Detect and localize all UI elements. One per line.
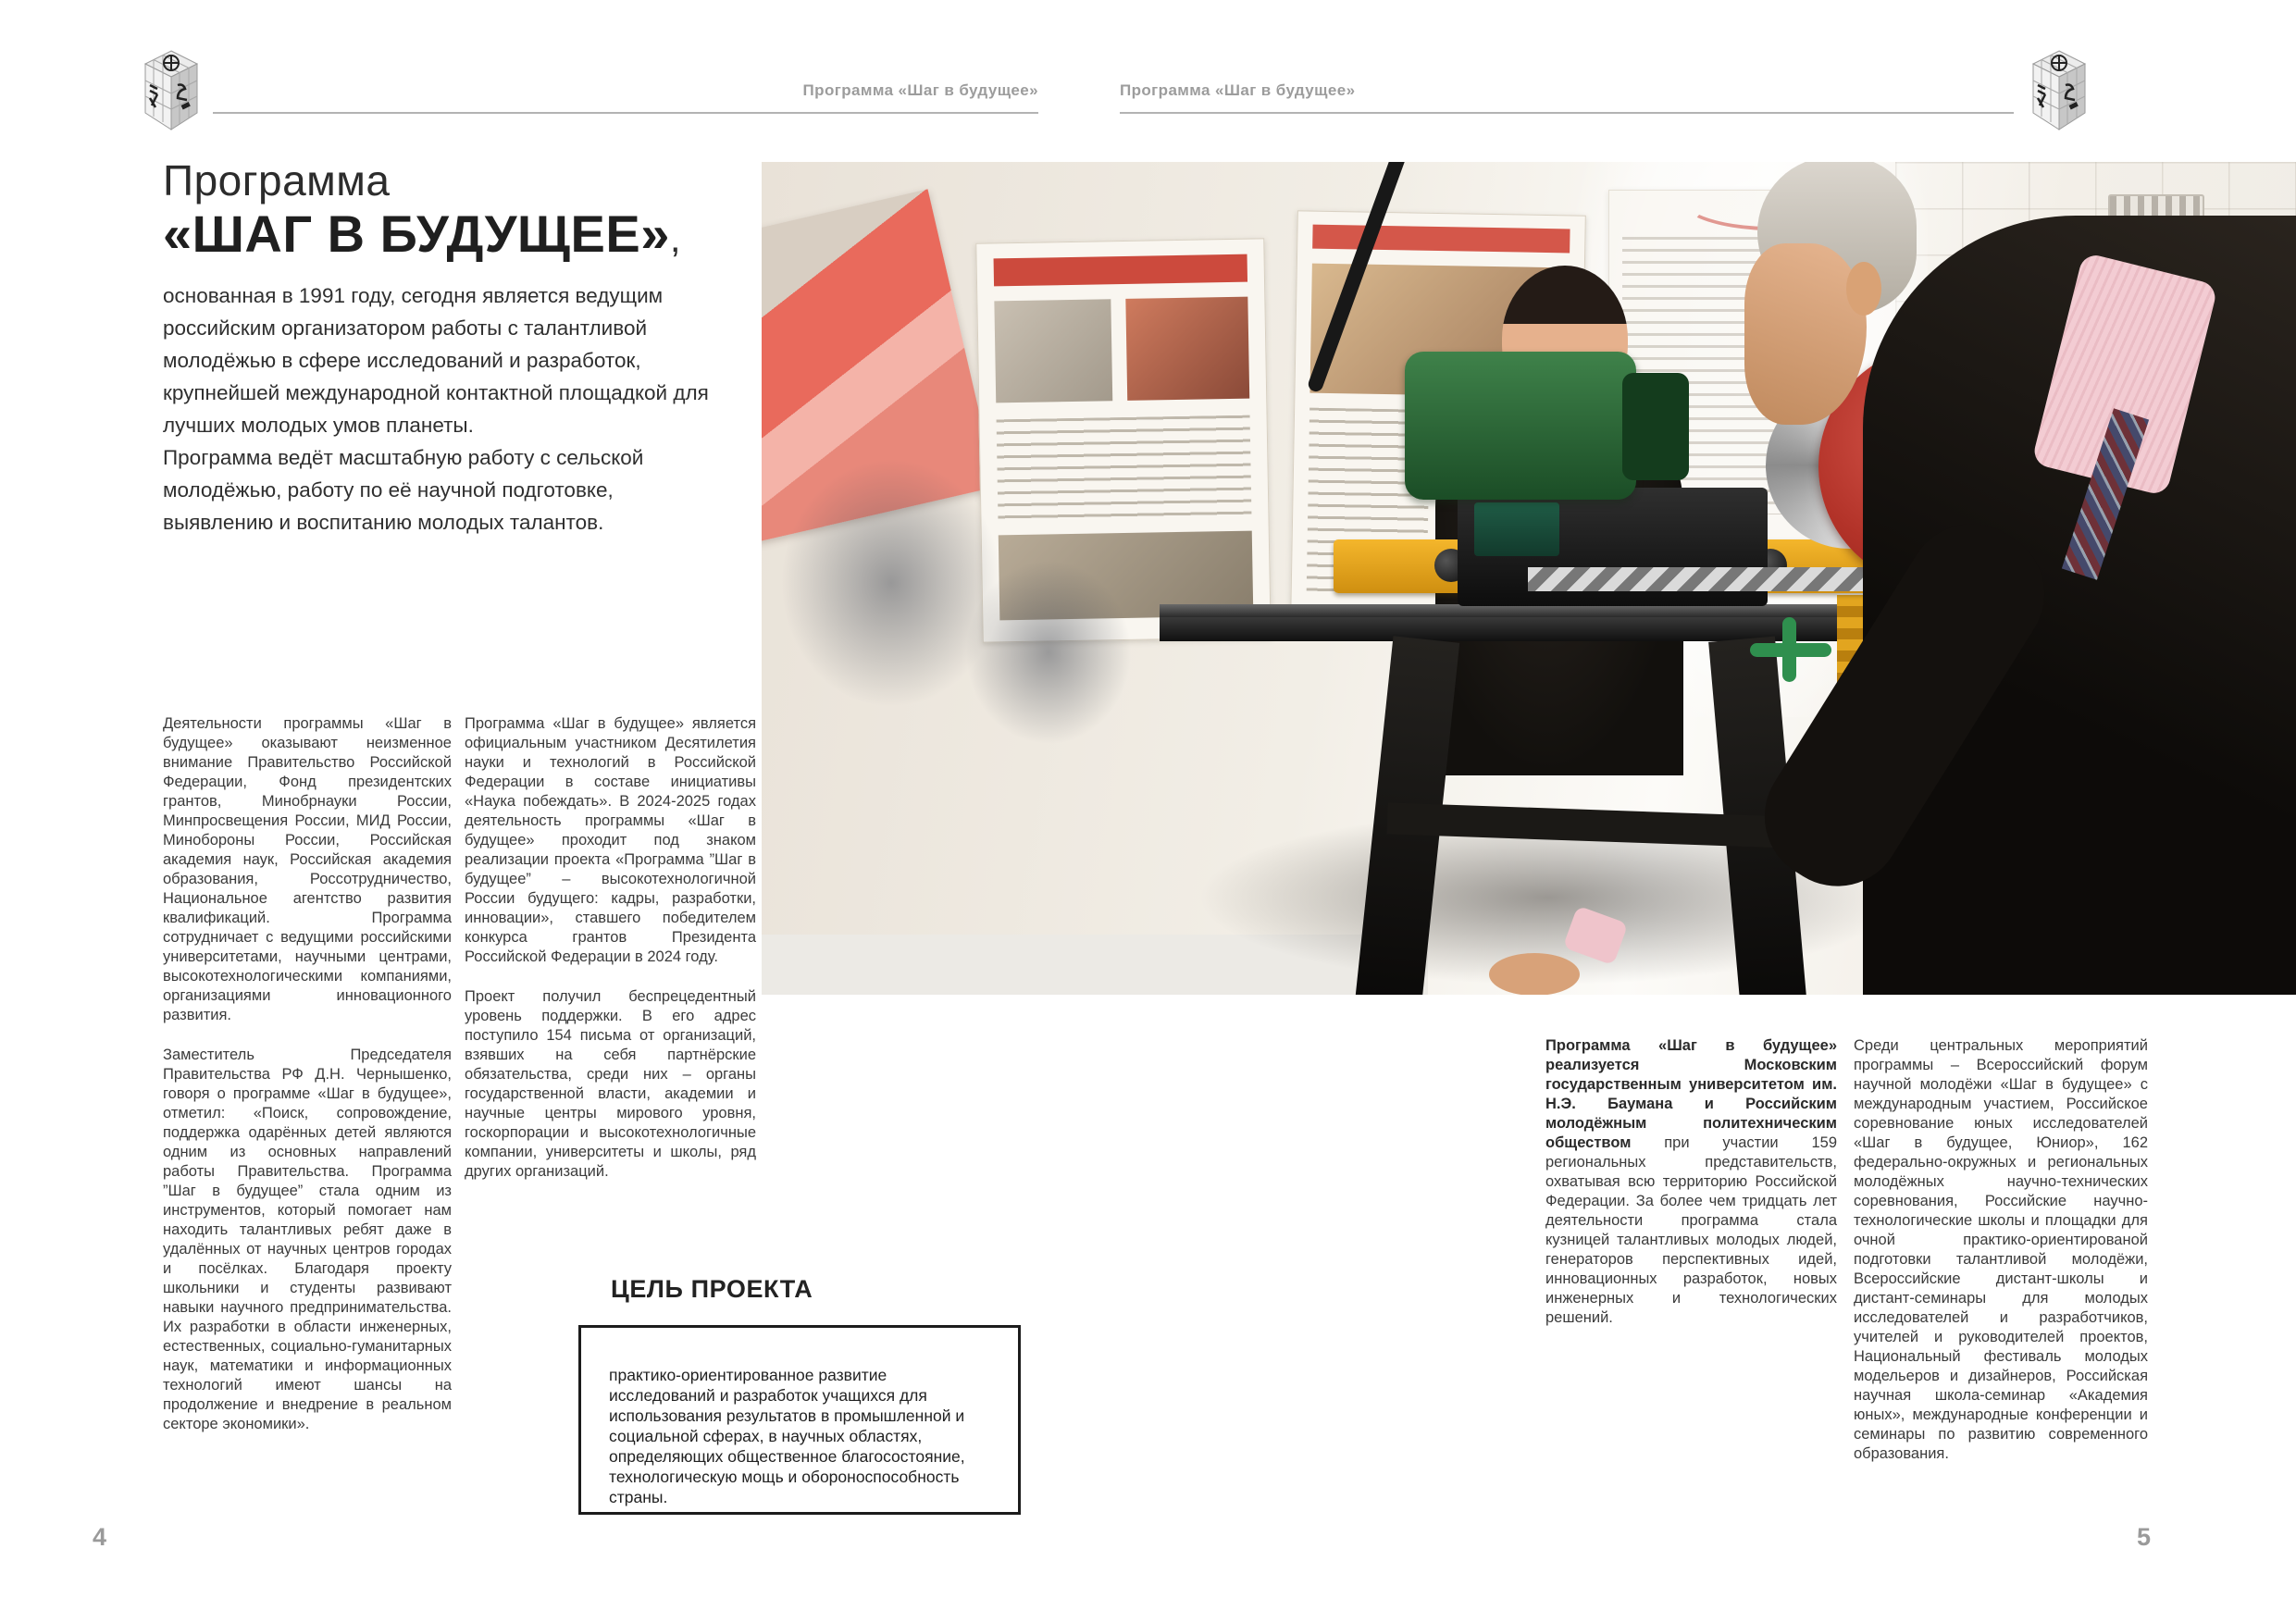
- goal-box: [578, 1325, 1021, 1515]
- title-bold-text: «ШАГ В БУДУЩЕЕ»: [163, 204, 670, 263]
- older-man-ear: [1846, 262, 1881, 316]
- motor-green: [1405, 352, 1636, 500]
- poster-text-lines: [997, 415, 1252, 522]
- left-page-column-1: [163, 714, 452, 1455]
- body-paragraph: Проект получил беспрецедентный уровень поддержки. В его адрес поступило 154 письма от организаций, взявших на себя партнёрские обязательства, среди них – органы государственной власти, академии и научные центры мирового уровня, госкорпорации и высокотехнологичные компании, университеты и школы, ряд других организаций.: [465, 988, 756, 1180]
- running-header-left: Программа «Шаг в будущее»: [802, 81, 1038, 99]
- header-rule-left: [213, 112, 1038, 114]
- program-cube-logo: [2030, 50, 2088, 135]
- body-paragraph: [1545, 1036, 1837, 1328]
- cube-logo-icon: [2030, 50, 2088, 135]
- body-paragraph: Программа «Шаг в будущее» является официальным участником Десятилетия науки и технологий в Российской Федерации в составе инициативы «Наука побеждать». В 2024-2025 годах деятельность программы «Шаг в будущее» проходит под знаком реализации проекта «Программа ”Шаг в будущее” – высокотехнологичной России будущего: кадры, разработки, инновации», ставшего победителем конкурса грантов Президента Российской Федерации в 2024 году.: [465, 715, 756, 965]
- page-number-left: 4: [93, 1523, 107, 1551]
- goal-heading: ЦЕЛЬ ПРОЕКТА: [611, 1275, 813, 1303]
- poster-title-bar: [1312, 225, 1570, 254]
- exhibition-photo: [762, 162, 2296, 995]
- body-paragraph: Деятельности программы «Шаг в будущее» оказывают неизменное внимание Правительство Российской Федерации, Фонд президентских грантов, Минобрнауки России, Минпросвещения России, МИД России, Минобороны России, Российская академия наук, Российская академия образования, Россотрудничество, Национальное агентство развития квалификаций. Программа сотрудничает с ведущими российскими университетами, научными центрами, высокотехнологическими компаниями, организациями инновационного развития.: [163, 715, 452, 1023]
- poster-image: [994, 299, 1112, 403]
- right-page-column-2: [1854, 1036, 2148, 1484]
- poster-title-bar: [994, 254, 1247, 287]
- intro-paragraph-2: Программа ведёт масштабную работу с сельской молодёжью, работу по её научной подготовке, выявлению и воспитанию молодых талантов.: [163, 446, 644, 534]
- poster-image: [1125, 297, 1249, 401]
- running-header-right: Программа «Шаг в будущее»: [1120, 81, 1356, 99]
- circuit-board: [1474, 502, 1559, 556]
- intro-paragraphs: [163, 279, 711, 539]
- right-page-column-1: [1545, 1036, 1837, 1348]
- title-comma: ,: [669, 217, 682, 260]
- cube-logo-icon: [143, 50, 200, 135]
- page-title-line1: Программа: [163, 156, 391, 204]
- header-rule-right: [1120, 112, 2014, 114]
- page-title-line2: [163, 204, 681, 264]
- left-page-column-2: [465, 714, 756, 1202]
- motor-nose-cone: [1622, 373, 1689, 480]
- blurred-equipment: [965, 560, 1132, 745]
- older-man-hand: [1489, 953, 1580, 995]
- goal-text: практико-ориентированное развитие исследований и разработок учащихся для использования результатов в промышленной и социальной сферах, в научных областях, определяющих общественное благосостояние, технологическую мощь и обороноспособность страны.: [609, 1366, 965, 1506]
- body-text: при участии 159 региональных представительств, охватывая всю территорию Российской Федерации. За более чем тридцать лет деятельности программа стала кузницей талантливых молодых людей, генераторов перспективных идей, инновационных разработок, новых инженерных и технологических решений.: [1545, 1134, 1837, 1326]
- bold-lead-text: Программа «Шаг в будущее» реализуется Московским государственным университетом им. Н.Э. Баумана и Российским молодёжным политехническим обществом: [1545, 1037, 1837, 1151]
- page-number-right: 5: [2136, 1523, 2151, 1551]
- screw-handle: [1782, 617, 1796, 682]
- program-cube-logo: [143, 50, 200, 135]
- body-paragraph: Среди центральных мероприятий программы – Всероссийский форум научной молодёжи «Шаг в будущее» с международным участием, Российское соревнование юных исследователей «Шаг в будущее, Юниор», 162 федерально-окружных и региональных молодёжных научно-технических соревнования, Российские научно-технологические школы и площадки для очной практико-ориентированой подготовки талантливой молодёжи, Всероссийские дистант-школы и дистант-семинары для молодых исследователей и разработчиков, учителей и руководителей проектов, Национальный фестиваль молодых модельеров и дизайнеров, Российская научная школа-семинар «Академия юных», международные конференции и семинары по развитию современного образования.: [1854, 1037, 2148, 1462]
- intro-paragraph-1: основанная в 1991 году, сегодня является ведущим российским организатором работы с талантливой молодёжью в сфере исследований и разработок, крупнейшей международной контактной площадкой для лучших молодых умов планеты.: [163, 284, 709, 437]
- body-paragraph: Заместитель Председателя Правительства РФ Д.Н. Чернышенко, говоря о программе «Шаг в будущее», отметил: «Поиск, сопровождение, поддержка одарённых детей являются одним из основных направлений работы Правительства. Программа ”Шаг в будущее” стала одним из инструментов, который помогает нам находить талантливых ребят даже в удалённых от научных центров городах и посёлках. Благодаря проекту школьники и студенты развивают навыки научного предпринимательства. Их разработки в области инженерных, естественных, социально-гуманитарных наук, математики и информационных технологий имеют шансы на продолжение и внедрение в реальном секторе экономики».: [163, 1047, 452, 1432]
